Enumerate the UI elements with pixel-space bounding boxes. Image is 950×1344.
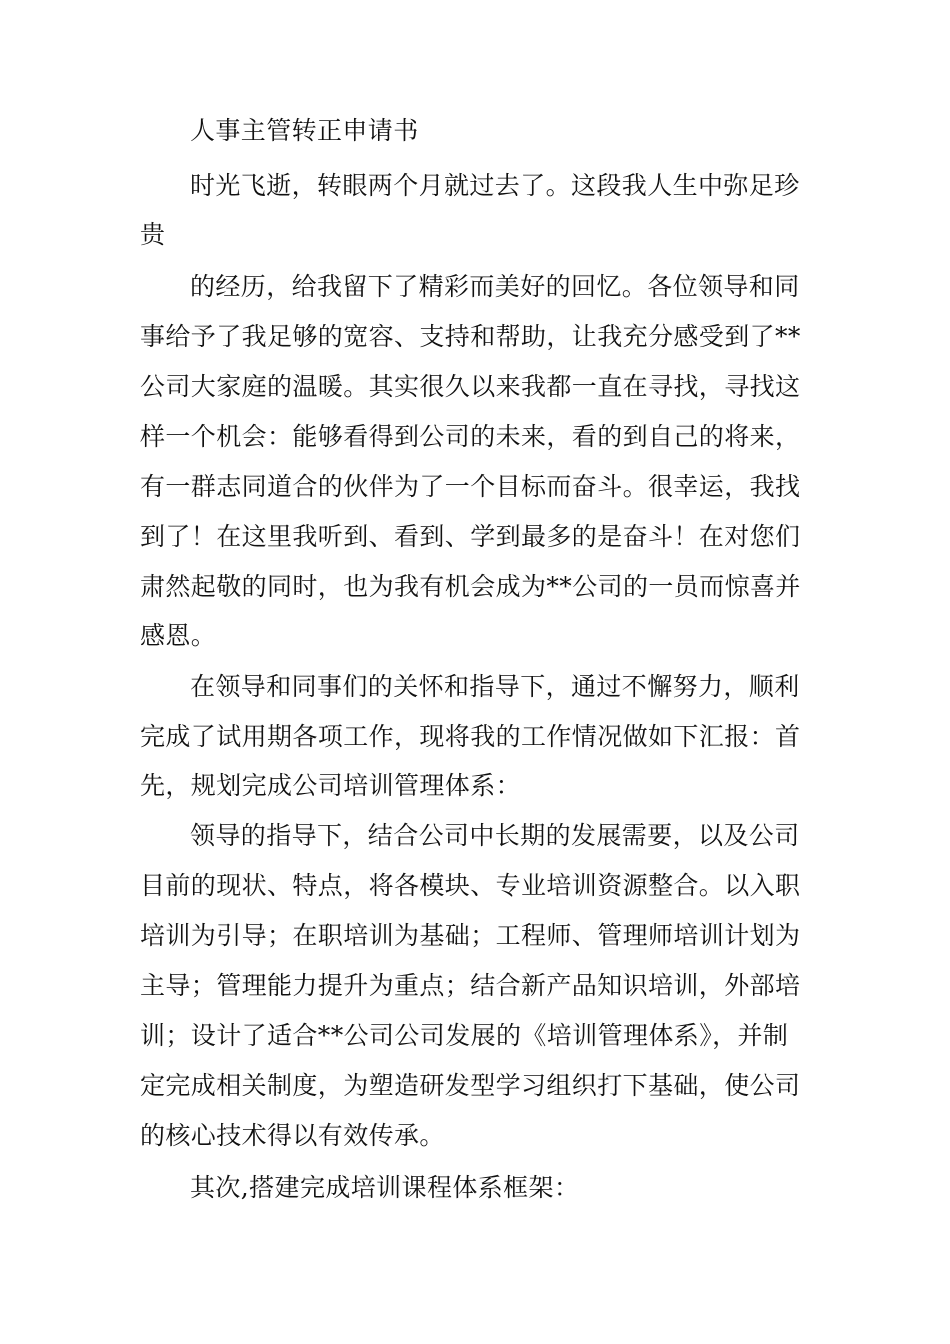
paragraph-line: 公司大家庭的温暖。其实很久以来我都一直在寻找，寻找这 [140,372,801,401]
document-title: 人事主管转正申请书 [190,116,419,145]
paragraph-line: 完成了试用期各项工作，现将我的工作情况做如下汇报：首 [140,722,801,751]
paragraph-line: 训；设计了适合**公司公司发展的《培训管理体系》，并制 [140,1021,789,1050]
paragraph-line: 主导；管理能力提升为重点；结合新产品知识培训，外部培 [140,971,801,1000]
paragraph-line: 感恩。 [140,621,217,650]
paragraph-line: 有一群志同道合的伙伴为了一个目标而奋斗。很幸运，我找 [140,472,801,501]
paragraph-line: 事给予了我足够的宽容、支持和帮助，让我充分感受到了** [140,322,801,351]
paragraph-line: 时光飞逝，转眼两个月就过去了。这段我人生中弥足珍 [190,171,800,200]
paragraph-line: 先，规划完成公司培训管理体系： [140,771,522,800]
paragraph-line: 贵 [140,220,166,249]
paragraph-line: 在领导和同事们的关怀和指导下，通过不懈努力，顺利 [190,672,800,701]
paragraph-line: 到了！在这里我听到、看到、学到最多的是奋斗！在对您们 [140,522,801,551]
paragraph-line: 目前的现状、特点，将各模块、专业培训资源整合。以入职 [140,871,801,900]
paragraph-line: 的核心技术得以有效传承。 [140,1121,445,1150]
paragraph-line: 领导的指导下，结合公司中长期的发展需要，以及公司 [190,821,800,850]
paragraph-line: 样一个机会：能够看得到公司的未来，看的到自己的将来， [140,422,801,451]
paragraph-line: 肃然起敬的同时，也为我有机会成为**公司的一员而惊喜并 [140,572,801,601]
section-heading: 其次,搭建完成培训课程体系框架： [190,1173,580,1202]
paragraph-line: 的经历，给我留下了精彩而美好的回忆。各位领导和同 [190,272,800,301]
paragraph-line: 培训为引导；在职培训为基础；工程师、管理师培训计划为 [140,921,801,950]
paragraph-line: 定完成相关制度，为塑造研发型学习组织打下基础，使公司 [140,1071,801,1100]
